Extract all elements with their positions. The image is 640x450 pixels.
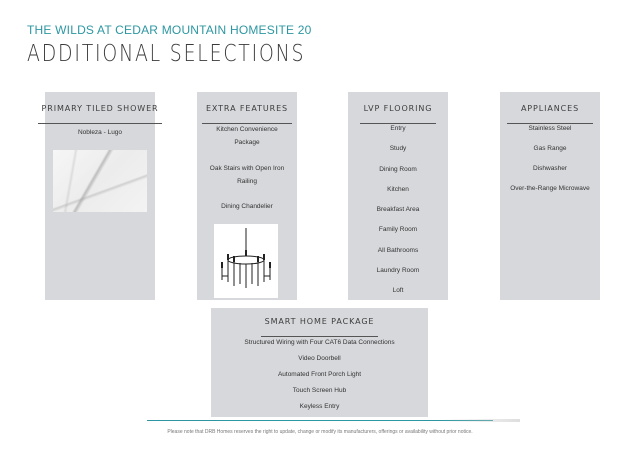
- list-item: Structured Wiring with Four CAT6 Data Connections: [244, 339, 395, 346]
- card-heading: PRIMARY TILED SHOWER: [38, 104, 163, 124]
- card-heading: APPLIANCES: [507, 104, 593, 124]
- card-appliances: [500, 92, 600, 300]
- card-smart-home-package: [211, 308, 428, 417]
- list-item: Railing: [237, 178, 257, 185]
- list-item: Kitchen: [387, 186, 409, 193]
- list-item: Dining Chandelier: [221, 203, 273, 210]
- list-item: Kitchen Convenience: [216, 126, 278, 133]
- list-item: Family Room: [378, 226, 418, 233]
- list-item: Dining Room: [379, 166, 417, 173]
- list-item: Over-the-Range Microwave: [510, 185, 590, 192]
- list-item: Automated Front Porch Light: [277, 371, 362, 378]
- list-item: Breakfast Area: [376, 206, 420, 213]
- list-item: All Bathrooms: [377, 247, 419, 254]
- card-heading: LVP FLOORING: [360, 104, 437, 124]
- footer-divider-fade: [440, 419, 520, 422]
- list-item: Keyless Entry: [299, 403, 340, 410]
- card-heading: EXTRA FEATURES: [202, 104, 292, 124]
- page-title: ADDITIONAL SELECTIONS: [27, 41, 306, 67]
- list-item: Stainless Steel: [528, 125, 572, 132]
- list-item: Oak Stairs with Open Iron: [209, 165, 285, 172]
- card-lvp-flooring: [348, 92, 448, 300]
- list-item: Gas Range: [533, 145, 567, 152]
- list-item: Dishwasher: [533, 165, 567, 172]
- page-subtitle: THE WILDS AT CEDAR MOUNTAIN HOMESITE 20: [27, 23, 312, 37]
- list-item: Touch Screen Hub: [292, 387, 347, 394]
- list-item: Loft: [392, 287, 404, 294]
- footer-disclaimer: Please note that DRB Homes reserves the right to update, change or modify its manufacturers, offerings or availability without prior notice.: [167, 429, 473, 435]
- list-item: Video Doorbell: [298, 355, 341, 362]
- marble-tile-swatch: [53, 150, 147, 212]
- list-item: Package: [234, 139, 260, 146]
- list-item: Study: [389, 145, 407, 152]
- list-item: Laundry Room: [376, 267, 420, 274]
- list-item: Nobleza - Lugo: [77, 129, 123, 136]
- chandelier-image: [214, 224, 278, 298]
- card-heading: SMART HOME PACKAGE: [261, 317, 379, 337]
- list-item: Entry: [390, 125, 406, 132]
- chandelier-icon: [214, 224, 278, 298]
